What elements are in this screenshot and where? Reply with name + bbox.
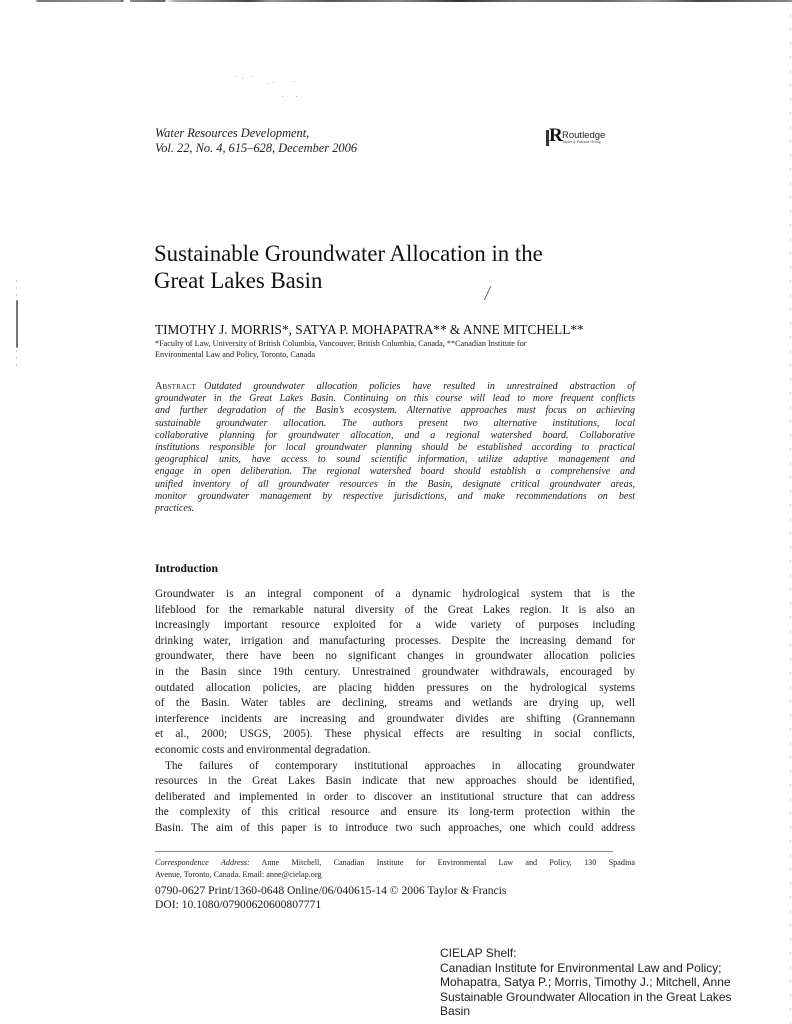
publisher-name: Routledge [562,129,606,141]
body-line: outdated allocation policies, are placing hidden pressures on the hydrological systems [155,681,635,694]
journal-citation [155,126,357,156]
body-line: Basin. The aim of this paper is to introduce two such approaches, one which could address [155,821,635,834]
correspondence-text: Avenue, Toronto, Canada. Email: anne@cielap.org [155,870,322,879]
body-line: increasingly important resource exploited for a wide variety of purposes including [155,619,635,632]
scan-mark-left [16,300,18,348]
journal-name: Water Resources Development, [155,126,310,140]
scan-speck [273,82,274,83]
scan-speck [282,96,283,97]
scan-speck [242,78,243,79]
body-line: resources in the Great Lakes Basin indicate that new approaches should be identified, [155,775,635,788]
introduction-body [155,587,635,837]
shelf-line: Sustainable Groundwater Allocation in the Great Lakes [440,989,732,1004]
scan-speck [268,83,269,84]
abstract-line: practices. [155,503,195,515]
abstract-line: sustainable groundwater allocation. The authors present two alternative institutions, local [155,417,635,429]
body-line: deliberated and implemented in order to discover an institutional structure that can address [155,790,635,803]
body-line: of the Basin. Water tables are declining, streams and wetlands are drying up, well [155,697,635,710]
journal-issue: Vol. 22, No. 4, 615–628, December 2006 [155,141,358,155]
author-affiliations [155,338,635,360]
abstract-line: Outdated groundwater allocation policies have resulted in unrestrained abstraction of [204,381,635,392]
abstract-line: institutions responsible for local groundwater planning should be established according to practical [155,442,635,454]
abstract-line: and further degradation of the Basin’s ecosystem. Alternative approaches must focus on achieving [155,405,635,417]
abstract-line: engage in open deliberation. The regional watershed board should establish a comprehensive and [155,466,635,478]
body-line: Groundwater is an integral component of a dynamic hydrological system that is the [155,588,635,600]
scan-edge-top [0,0,792,2]
author-list: TIMOTHY J. MORRIS*, SATYA P. MOHAPATRA** & ANNE MITCHELL** [155,322,584,337]
shelf-line: Canadian Institute for Environmental Law and Policy; [440,960,722,975]
footnote-divider [155,851,613,852]
publication-info [155,884,506,912]
title-line: Great Lakes Basin [154,268,323,293]
routledge-logo-icon: R [546,130,558,146]
affiliation-line: Environmental Law and Policy, Toronto, Canada [155,350,315,359]
article-title [154,240,674,294]
abstract [155,381,635,515]
correspondence-text: Anne Mitchell, Canadian Institute for Environmental Law and Policy, 130 Spadina [261,858,635,867]
publisher-group: Taylor & Francis Group [562,140,601,145]
shelf-line: CIELAP Shelf: [440,946,517,960]
scan-edge-right [790,0,791,1024]
shelf-line: Mohapatra, Satya P.; Morris, Timothy J.; Mitchell, Anne [440,975,731,990]
abstract-label: Abstract [155,381,197,392]
body-line: in the Basin since 19th century. Unrestrained groundwater withdrawals, encouraged by [155,665,635,678]
body-line: the complexity of this critical resource and ensure its long-term protection within the [155,806,635,819]
body-line: lifeblood for the remarkable natural diversity of the Great Lakes region. It is also an [155,603,635,616]
abstract-line: groundwater in the Great Lakes Basin. Continuing on this course will lead to more frequent conflicts [155,393,635,405]
correspondence-label: Correspondence Address: [155,858,250,867]
body-line: groundwater, there have been no significant changes in groundwater allocation policies [155,650,635,663]
doi-line: DOI: 10.1080/07900620600807771 [155,898,322,911]
body-line: The failures of contemporary institutional approaches in allocating groundwater [165,759,635,772]
scan-speck [236,76,237,77]
scan-speck [252,76,253,77]
abstract-line: collaborative planning for groundwater allocation, and a regional watershed board. Collaborative [155,429,635,441]
abstract-line: unified inventory of all groundwater resources in the Basin, designate critical groundwater areas, [155,478,635,490]
publisher-logo [546,125,606,146]
body-line: et al., 2000; USGS, 2005). These physical effects are resulting in social conflicts, [155,728,635,741]
scan-speck [294,81,295,82]
body-line: interference incidents are increasing and groundwater divides are shifting (Grannemann [155,712,635,725]
affiliation-line: *Faculty of Law, University of British Columbia, Vancouver, British Columbia, Canada, **Canadian Institute for [155,339,527,348]
issn-line: 0790-0627 Print/1360-0648 Online/06/040615-14 © 2006 Taylor & Francis [155,884,507,897]
abstract-line: monitor groundwater management by respective jurisdictions, and make recommendations on best [155,490,635,502]
shelf-line: Basin [440,1004,471,1019]
abstract-line: geographical units, have access to sound scientific information, utilize adaptive management and [155,454,635,466]
shelf-label [440,946,732,1019]
body-line: economic costs and environmental degradation. [155,743,371,756]
scan-speck [296,96,297,97]
correspondence-footnote [155,857,635,881]
section-heading-introduction: Introduction [155,562,218,575]
body-line: drinking water, irrigation and manufacturing processes. Despite the increasing demand for [155,634,635,647]
title-line: Sustainable Groundwater Allocation in the [154,241,543,266]
